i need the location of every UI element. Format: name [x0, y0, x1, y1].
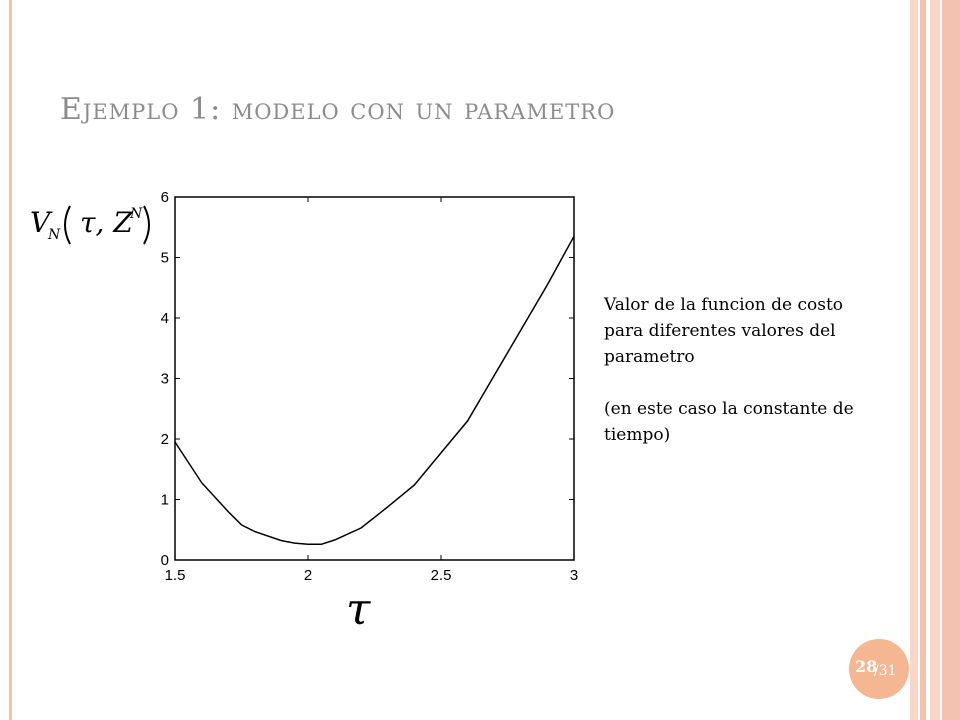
- y-tick-label: 4: [160, 310, 169, 327]
- cost-curve-line: [175, 236, 574, 544]
- y-tick-label: 3: [160, 370, 169, 388]
- x-axis-label: τ: [346, 584, 371, 635]
- page-number-badge: [849, 639, 909, 699]
- y-tick-label: 2: [160, 431, 169, 448]
- description-text: [604, 292, 864, 448]
- y-tick-label: 5: [160, 249, 169, 267]
- x-tick-label: 2.5: [430, 567, 452, 584]
- left-frame-border: [0, 0, 12, 720]
- description-line-1: Valor de la funcion de costo para diferentes valores del parametro: [604, 295, 844, 367]
- x-tick-label: 2: [303, 567, 313, 584]
- y-tick-label: 0: [160, 552, 169, 569]
- slide-title: Ejemplo 1: modelo con un parametro: [60, 92, 616, 127]
- y-tick-label: 1: [160, 491, 169, 509]
- x-tick-label: 1.5: [164, 567, 186, 584]
- page-total: /31: [874, 663, 897, 679]
- svg-text:V: V: [30, 206, 51, 239]
- cost-function-chart: [140, 180, 600, 590]
- x-tick-label: 3: [569, 567, 579, 584]
- plot-frame: [175, 197, 574, 560]
- page-number: 28: [855, 657, 878, 676]
- description-line-2: (en este caso la constante de tiempo): [604, 399, 854, 445]
- svg-text:τ, Z: τ, Z: [80, 206, 133, 239]
- y-tick-label: 6: [160, 189, 169, 206]
- svg-text:N: N: [48, 227, 61, 243]
- svg-text:N: N: [130, 206, 143, 222]
- right-frame-border: [910, 0, 960, 720]
